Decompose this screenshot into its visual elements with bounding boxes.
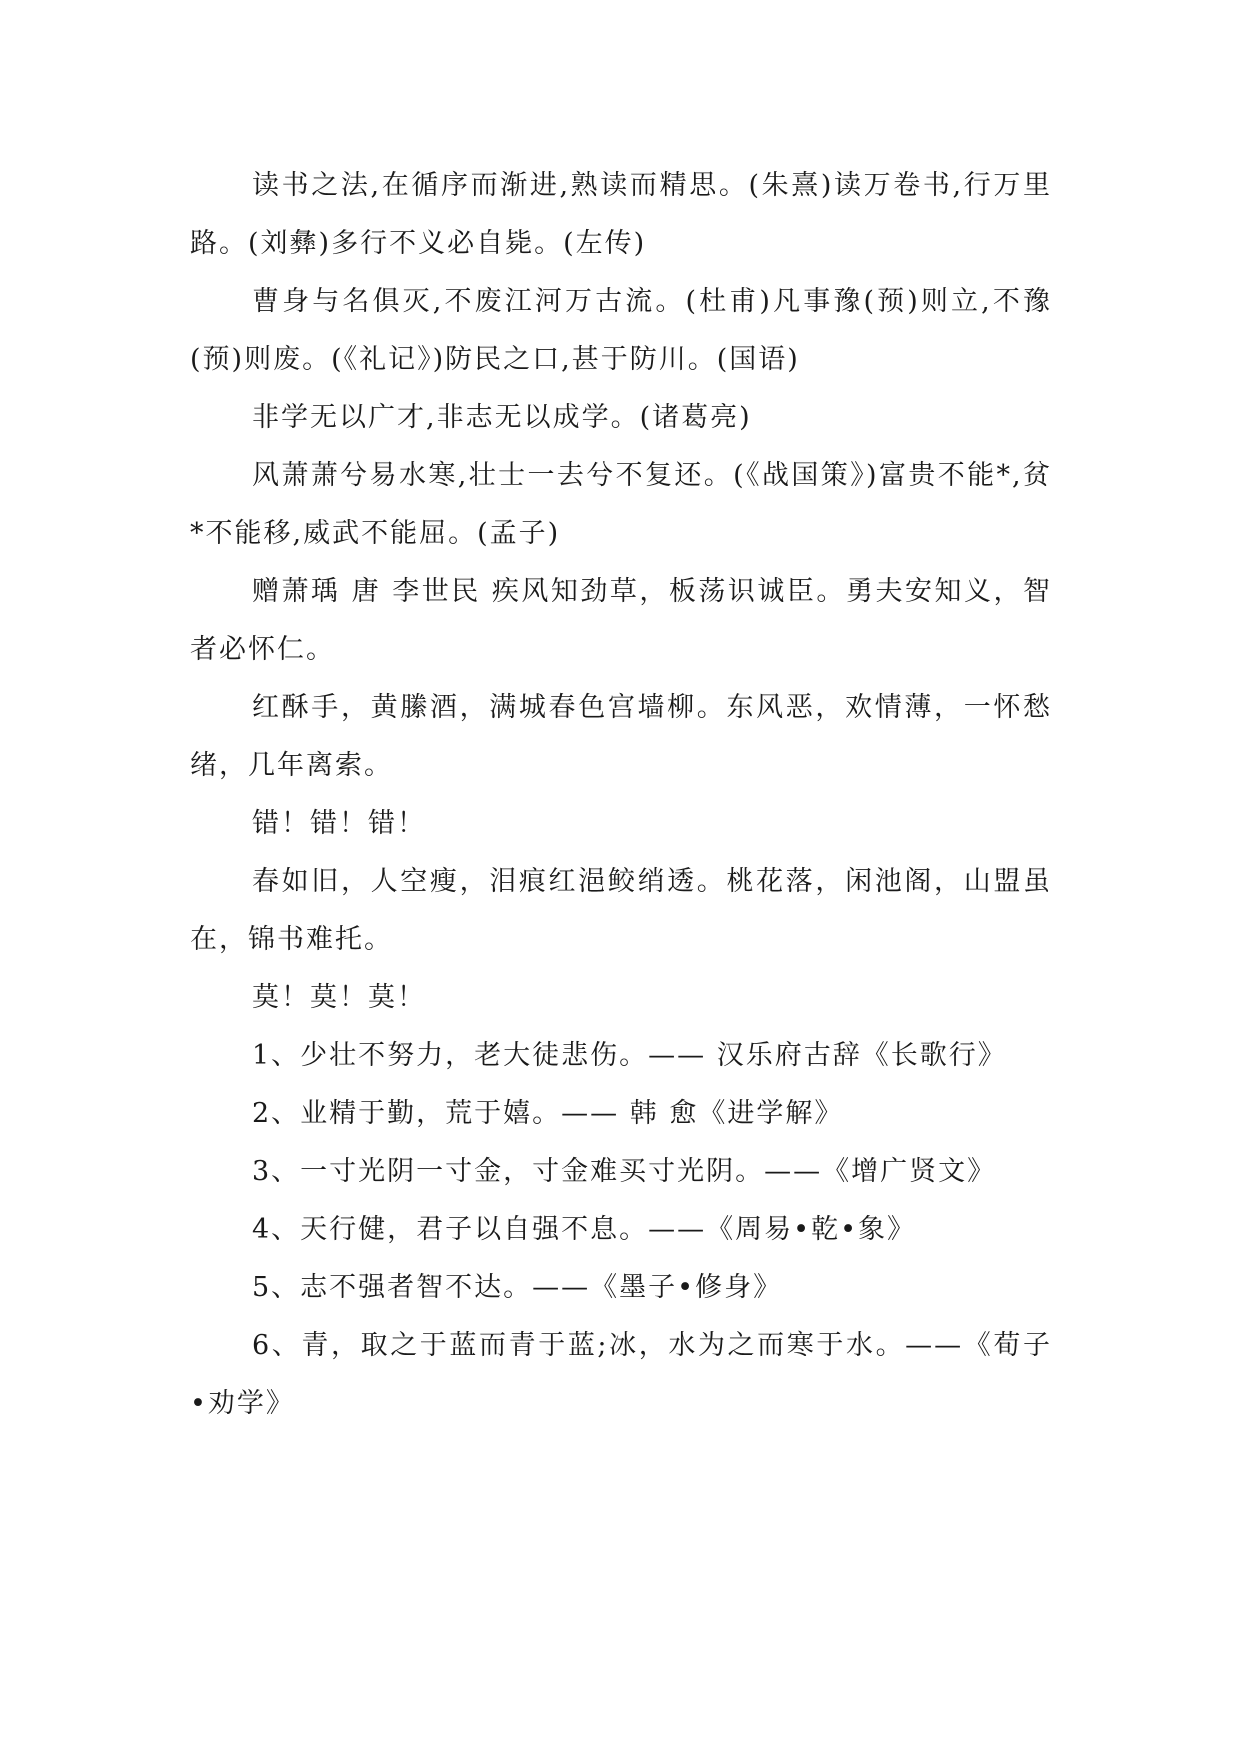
quote-item: 1、少壮不努力，老大徒悲伤。—— 汉乐府古辞《长歌行》 [252,1040,1007,1071]
paragraph: 赠萧瑀 唐 李世民 疾风知劲草，板荡识诚臣。勇夫安知义，智者必怀仁。 [190,576,1052,665]
quote-item: 3、一寸光阴一寸金，寸金难买寸光阴。——《增广贤文》 [252,1156,997,1187]
quote-item: 6、青，取之于蓝而青于蓝;冰，水为之而寒于水。——《荀子•劝学》 [190,1330,1052,1419]
paragraph: 读书之法,在循序而渐进,熟读而精思。(朱熹)读万卷书,行万里路。(刘彝)多行不义必自毙。(左传) [190,170,1052,259]
paragraph: 莫！莫！莫！ [252,982,426,1013]
quote-item: 4、天行健，君子以自强不息。——《周易•乾•象》 [252,1214,917,1245]
paragraph: 非学无以广才,非志无以成学。(诸葛亮) [252,402,752,433]
quote-item: 2、业精于勤，荒于嬉。—— 韩 愈《进学解》 [252,1098,844,1129]
paragraph: 春如旧，人空瘦，泪痕红浥鲛绡透。桃花落，闲池阁，山盟虽在，锦书难托。 [190,866,1052,955]
quote-item: 5、志不强者智不达。——《墨子•修身》 [252,1272,783,1303]
paragraph: 曹身与名俱灭,不废江河万古流。(杜甫)凡事豫(预)则立,不豫(预)则废。(《礼记》)防民之口,甚于防川。(国语) [190,286,1052,375]
document-body [190,157,1052,1433]
paragraph: 红酥手，黄縢酒，满城春色宫墙柳。东风恶，欢情薄，一怀愁绪，几年离索。 [190,692,1052,781]
paragraph: 风萧萧兮易水寒,壮士一去兮不复还。(《战国策》)富贵不能*,贫*不能移,威武不能屈。(孟子) [190,460,1052,549]
paragraph: 错！错！错！ [252,808,426,839]
